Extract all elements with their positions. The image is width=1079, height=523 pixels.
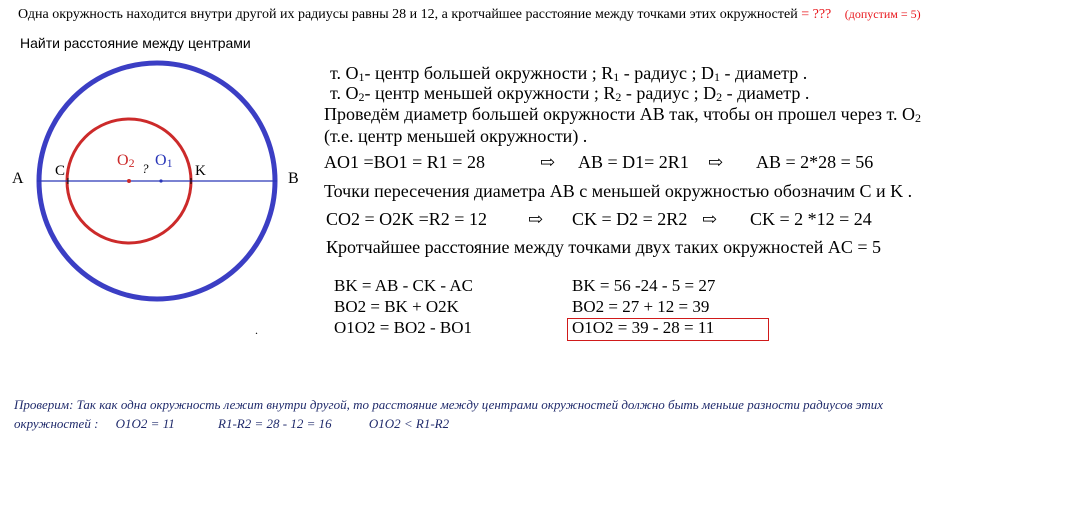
arrow-icon: ⇨ — [540, 152, 556, 172]
solution-line-6: Точки пересечения диаметра AB с меньшей окружностью обозначим C и K . — [324, 181, 913, 201]
calc-right-1: BK = 56 -24 - 5 = 27 — [572, 276, 716, 295]
label-o1 — [155, 152, 173, 171]
label-question: ? — [142, 161, 149, 176]
label-b: B — [288, 170, 299, 187]
solution-line-8: Кротчайшее расстояние между точками двух таких окружностей AC = 5 — [326, 237, 882, 257]
label-o1-letter: O — [155, 152, 167, 169]
circles-diagram — [0, 60, 310, 360]
l2-a-sub: 2 — [358, 90, 365, 104]
calc-left-3: O1O2 = BO2 - BO1 — [334, 318, 473, 337]
l1-b-sub: 1 — [613, 70, 620, 84]
solution-line-5c: AB = 2*28 = 56 — [756, 152, 874, 172]
check-line-2 — [14, 416, 449, 432]
unknown-mark: = ??? — [801, 7, 832, 22]
label-o2 — [117, 152, 135, 171]
check-2a: окружностей : — [14, 416, 99, 431]
l1-c-sub: 1 — [714, 70, 720, 84]
calc-left-2: BO2 = BK + O2K — [334, 297, 459, 316]
answer-text: O1O2 = 39 - 28 = 11 — [572, 318, 715, 337]
check-line-1: Проверим: Так как одна окружность лежит внутри другой, то расстояние между центрами окружностей должно быть меньше разности радиусов этих — [14, 397, 884, 412]
l3-sub: 2 — [915, 111, 922, 125]
arrow-icon: ⇨ — [528, 209, 544, 229]
l1-b: - центр большей окружности ; R — [364, 63, 614, 83]
task-title: Найти расстояние между центрами — [20, 35, 251, 51]
point-o2 — [127, 179, 131, 183]
l2-d: - диаметр . — [722, 83, 810, 103]
solution-line-5a: AO1 =BO1 = R1 = 28 — [324, 152, 485, 172]
l2-a: т. O — [330, 83, 359, 103]
label-o2-sub: 2 — [128, 156, 135, 170]
label-o2-letter: O — [117, 152, 129, 169]
check-2d: O1O2 < R1-R2 — [368, 416, 450, 431]
calc-right-2: BO2 = 27 + 12 = 39 — [572, 297, 710, 316]
solution-line-7a: CO2 = O2K =R2 = 12 — [326, 209, 487, 229]
l1-c: - радиус ; D — [619, 63, 714, 83]
calc-left-1: BK = AB - CK - AC — [334, 276, 473, 295]
l1-a-sub: 1 — [358, 70, 365, 84]
label-c: C — [55, 163, 66, 179]
l2-b-sub: 2 — [615, 90, 622, 104]
stray-dot: . — [255, 323, 258, 337]
solution-line-4: (т.е. центр меньшей окружности) . — [324, 126, 588, 146]
l1-a: т. O — [330, 63, 359, 83]
check-2b: O1O2 = 11 — [115, 416, 175, 431]
label-k: K — [195, 163, 206, 179]
assumption-note: (допустим = 5) — [844, 7, 921, 21]
label-o1-sub: 1 — [166, 156, 173, 170]
arrow-icon: ⇨ — [702, 209, 718, 229]
l1-d: - диаметр . — [720, 63, 808, 83]
point-o1 — [159, 179, 162, 182]
l2-c-sub: 2 — [716, 90, 723, 104]
arrow-icon: ⇨ — [708, 152, 724, 172]
solution-line-5b: AB = D1= 2R1 — [578, 152, 689, 172]
l2-c: - радиус ; D — [621, 83, 717, 103]
solution-line-7b: CK = D2 = 2R2 — [572, 209, 688, 229]
l3: Проведём диаметр большей окружности AB так, чтобы он прошел через т. O — [324, 104, 916, 124]
check-2c: R1-R2 = 28 - 12 = 16 — [218, 416, 332, 431]
solution-line-7c: CK = 2 *12 = 24 — [750, 209, 872, 229]
l2-b: - центр меньшей окружности ; R — [364, 83, 616, 103]
problem-statement — [18, 7, 921, 23]
label-a: A — [12, 170, 24, 187]
problem-text: Одна окружность находится внутри другой их радиусы равны 28 и 12, а кротчайшее расстояние между точками этих окружностей — [18, 7, 798, 22]
